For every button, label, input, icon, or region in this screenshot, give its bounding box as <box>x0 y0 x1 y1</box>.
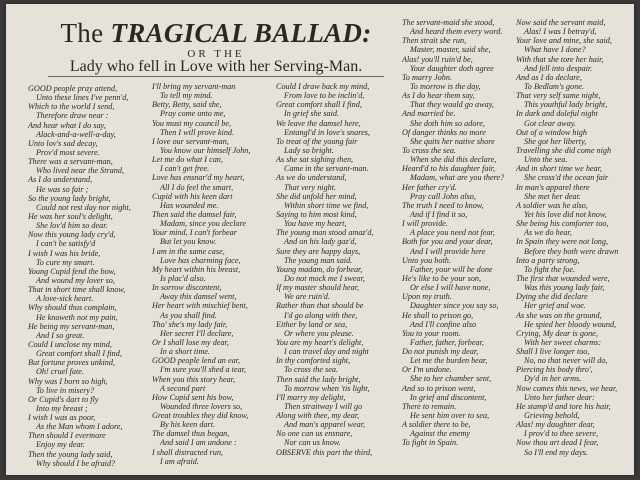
verse-column-3 <box>276 82 374 457</box>
verse-line: To live in misery? <box>36 385 95 395</box>
verse-line: Along with thee, my dear, <box>276 411 360 421</box>
verse-column-2 <box>152 82 250 466</box>
verse-line: We leave the damsel here, <box>276 118 361 128</box>
verse-line: And I so great. <box>36 330 85 340</box>
ballad-title <box>56 18 376 48</box>
verse-line: Could I draw back my mind, <box>276 82 370 91</box>
verse-line: Unto the sea. <box>524 155 568 165</box>
verse-line: To morrow is the day, <box>410 81 481 91</box>
verse-line: To morrow when 'tis light, <box>284 383 370 393</box>
verse-line: And heard them every word. <box>410 27 503 37</box>
verse-line: He's like to be your son, <box>402 273 482 283</box>
verse-line: And so to prison went, <box>402 383 476 393</box>
verse-line: She got her liberty, <box>524 136 587 146</box>
verse-line: Then said the lady bright, <box>276 374 361 384</box>
verse-line: This youthful lady bright, <box>524 100 608 110</box>
verse-line: So the young lady bright, <box>28 193 111 203</box>
verse-line: Against the enemy <box>410 429 471 439</box>
verse-line: And if I find it so, <box>410 209 468 219</box>
verse-line: Why was I born so high, <box>28 376 108 386</box>
verse-line: He spied her bloody wound, <box>524 319 617 329</box>
verse-line: Madam, what are you there? <box>410 173 505 183</box>
verse-line: Both for you and your dear, <box>402 237 493 247</box>
verse-line: Alas! you'll ruin'd be, <box>402 54 473 64</box>
verse-line: Crying, My dear is gone, <box>516 328 598 338</box>
verse-line: And as I do declare, <box>516 72 582 82</box>
verse-line: I'll marry my delight, <box>276 392 346 402</box>
verse-line: Oh! cruel fate. <box>36 367 84 377</box>
verse-line: As she was on the ground, <box>516 310 602 320</box>
verse-line: You must my council be, <box>152 118 232 128</box>
verse-line: Daughter since you say so, <box>410 301 499 311</box>
verse-line: Or I'm undone. <box>402 365 452 375</box>
verse-line: To treat of the young fair <box>276 136 358 146</box>
verse-line: A second part <box>160 383 206 393</box>
verse-line: A place you need not fear, <box>410 228 495 238</box>
verse-line: And on his lady gaz'd, <box>284 237 357 247</box>
verse-line: Away this damsel went, <box>160 292 237 302</box>
verse-line: The truth I need to know, <box>402 200 484 210</box>
verse-line: Father, father, forbear, <box>410 337 484 347</box>
verse-line: The young man stood amaz'd, <box>276 228 374 238</box>
verse-line: Was this young lady fair, <box>524 283 605 293</box>
verse-line: Travelling she did come nigh <box>516 145 612 155</box>
verse-line: I'd go along with thee, <box>284 310 358 320</box>
verse-line: She quits her native shore <box>410 136 495 146</box>
verse-line: I will provide. <box>402 219 448 229</box>
verse-line: Nor can us know. <box>284 438 341 448</box>
verse-line: He sent him over to sea, <box>410 411 490 421</box>
verse-line: That in short time shall know, <box>28 285 126 295</box>
verse-line: He was her soul's delight, <box>28 211 113 221</box>
verse-line: No one can us ensnare, <box>276 429 353 439</box>
title-the: The <box>60 18 104 48</box>
verse-line: My heart within his breast, <box>152 264 241 274</box>
verse-line: Alas! my daughter dear, <box>516 420 595 430</box>
verse-line: Let me the burden bear, <box>410 356 488 366</box>
verse-line: Young madam, do forbear, <box>276 264 363 274</box>
verse-line: Alack-and-a-well-a-day, <box>36 129 116 139</box>
verse-line: Cupid with his keen dart <box>152 191 233 201</box>
verse-line: To tell my mind. <box>160 91 213 101</box>
verse-line: Into a party strong, <box>516 255 580 265</box>
verse-line: I prov'd to thee severe, <box>524 429 599 439</box>
verse-line: Love has charming face, <box>160 255 241 265</box>
verse-line: And said I am undone : <box>160 438 237 448</box>
verse-line: She being his comforter too, <box>516 219 609 229</box>
verse-line: Your daughter doth agree <box>410 63 494 73</box>
verse-line: That very self same night, <box>516 91 601 101</box>
verse-line: GOOD people pray attend, <box>28 84 118 93</box>
verse-line: We are ruin'd. <box>284 292 330 302</box>
verse-line: Wounded three lovers so, <box>160 401 243 411</box>
verse-line: As she sat sighing then, <box>276 155 354 165</box>
verse-line: Either by land or sea, <box>276 319 348 329</box>
verse-line: When you this story hear, <box>152 374 236 384</box>
verse-line: When she did this declare, <box>410 155 497 165</box>
verse-line: Has wounded me. <box>160 200 219 210</box>
verse-line: She met her dear. <box>524 191 581 201</box>
verse-line: The servant-maid she stood, <box>402 18 495 27</box>
verse-line: Pray come unto me, <box>160 109 226 119</box>
verse-line: He was so fair ; <box>36 184 89 194</box>
verse-line: He shall to prison go, <box>402 310 474 320</box>
verse-line: I can't be satisfy'd <box>36 239 96 249</box>
verse-line: In dark and doleful night <box>516 109 598 119</box>
verse-line: A soldier was he also, <box>516 200 588 210</box>
verse-line: He being my servant-man, <box>28 321 115 331</box>
verse-line: In sorrow discontent, <box>152 283 222 293</box>
verse-line: The young man said. <box>284 255 353 265</box>
verse-line: Now thou art dead I fear, <box>516 438 599 448</box>
verse-line: How Cupid sent his bow, <box>152 392 234 402</box>
verse-line: Now said the servant maid, <box>516 18 606 27</box>
verse-line: Then I will prove kind. <box>160 127 235 137</box>
verse-line: Got clear away. <box>524 118 577 128</box>
verse-line: The damsel thus began, <box>152 429 230 439</box>
verse-line: Then straitway I will go <box>284 401 363 411</box>
verse-line: But fortune proves unkind, <box>28 358 116 368</box>
verse-line: A love-sick heart. <box>36 294 94 304</box>
verse-line: As we do understand, <box>276 173 347 183</box>
verse-line: Saying to him most kind, <box>276 209 357 219</box>
verse-line: Unto these lines I've penn'd, <box>36 93 129 103</box>
verse-line: And married be. <box>402 109 456 119</box>
verse-line: Unto you both. <box>402 255 451 265</box>
verse-line: Or Cupid's dart to fly <box>28 394 99 404</box>
verse-line: Betty, Betty, said she, <box>152 100 222 110</box>
verse-line: Or I shall lose my dear, <box>152 337 229 347</box>
verse-line: Her father cry'd. <box>402 182 457 192</box>
verse-line: Her grief and woe. <box>524 301 586 311</box>
verse-line: To marry John. <box>402 72 452 82</box>
verse-line: Which to the world I send, <box>28 102 115 112</box>
verse-line: In Spain they were not long, <box>516 237 609 247</box>
verse-line: To cross the sea. <box>284 365 338 375</box>
verse-line: With that she tore her hair, <box>516 54 604 64</box>
verse-line: OBSERVE this part the third, <box>276 447 373 457</box>
verse-line: There was a servant-man, <box>28 157 113 167</box>
verse-line: I'm sure you'll shed a tear, <box>160 365 246 375</box>
verse-line: Heard'd to his daughter fair, <box>402 164 496 174</box>
verse-line: Love has ensnar'd my heart, <box>152 173 245 183</box>
verse-line: As the Man whom I adore, <box>36 422 123 432</box>
verse-line: Is plac'd also. <box>160 273 206 283</box>
verse-line: I wish I was as poor, <box>28 413 96 423</box>
verse-line: In grief she said. <box>284 109 340 119</box>
verse-line: Let me do what I can, <box>152 155 223 165</box>
verse-line: Her heart with mischief bent, <box>152 301 248 311</box>
verse-line: Came in the servant-man. <box>284 164 369 174</box>
verse-line: You have my heart, <box>284 219 347 229</box>
verse-line: I love our servant-man, <box>152 136 229 146</box>
verse-column-1 <box>28 84 131 468</box>
verse-line: Unto lov's sad decay, <box>28 138 98 148</box>
verse-line: Her secret I'll declare, <box>160 328 234 338</box>
title-main: TRAGICAL BALLAD: <box>110 18 372 48</box>
verse-line: Your mind, I can't forbear <box>152 228 237 238</box>
verse-line: What have I done? <box>524 45 586 55</box>
verse-line: As I do understand, <box>28 175 93 185</box>
verse-line: Lady so bright. <box>284 145 334 155</box>
verse-line: Great comfort shall I find, <box>36 349 122 359</box>
verse-line: Who lived near the Strand, <box>36 166 124 176</box>
verse-line: Into my breast ; <box>36 403 88 413</box>
verse-line: Upon my truth. <box>402 292 452 302</box>
verse-line: Now comes this news, we hear, <box>516 383 618 393</box>
verse-line: To fight in Spain. <box>402 438 459 448</box>
verse-line: And I'll confine also <box>410 319 477 329</box>
verse-line: Young Cupid fend the bow, <box>28 266 116 276</box>
verse-line: In thy comforted sight, <box>276 356 351 366</box>
verse-line: Why should thus complain, <box>28 303 117 313</box>
verse-line: I am afraid. <box>160 456 199 466</box>
verse-line: So I'll end my days. <box>524 447 588 457</box>
verse-line: You are my heart's delight, <box>276 337 364 347</box>
verse-line: To Bedlam's gone. <box>524 81 584 91</box>
verse-line: Or else I will have none, <box>410 283 491 293</box>
verse-line: I can't get free. <box>160 164 210 174</box>
verse-line: Enjoy my dear. <box>36 440 85 450</box>
verse-line: I can travel day and night <box>284 347 369 357</box>
verse-line: All I do feel the smart, <box>160 182 234 192</box>
verse-line: Dying she did declare <box>516 292 588 302</box>
verse-line: Tho' she's my lady fair, <box>152 319 228 329</box>
verse-line: To cure my smart. <box>36 257 95 267</box>
verse-line: She to her chamber sent, <box>410 374 492 384</box>
verse-line: To cross the sea. <box>402 145 456 155</box>
verse-line: With her sweet charms: <box>524 337 602 347</box>
verse-line: No, no that never will do, <box>524 356 608 366</box>
verse-line: Then the young lady said, <box>28 449 113 459</box>
verse-line: Of danger thinks no more <box>402 127 486 137</box>
verse-line: And wound my lover so, <box>36 275 115 285</box>
verse-line: By his keen dart. <box>160 420 216 430</box>
verse-line: Before they both were drawn <box>524 246 619 256</box>
verse-line: She did unfold her mind, <box>276 191 357 201</box>
verse-line: And in short time we hear, <box>516 164 602 174</box>
verse-line: In a short time. <box>160 347 211 357</box>
verse-line: Shall I live longer too, <box>516 347 590 357</box>
verse-line: Alas! I was I betray'd, <box>524 27 597 37</box>
verse-line: And man's apparel wear, <box>284 420 366 430</box>
verse-line: Then should I evermore <box>28 431 106 441</box>
verse-line: GOOD people lend an ear, <box>152 356 240 366</box>
verse-line: That they would go away, <box>410 100 494 110</box>
verse-column-4 <box>402 18 504 448</box>
verse-line: You know our himself John, <box>160 145 251 155</box>
verse-line: I wish I was his bride, <box>28 248 101 258</box>
verse-line: In man's apparel there <box>516 182 590 192</box>
verse-line: Great troubles they did know, <box>152 411 249 421</box>
verse-line: She cross'd the ocean fair <box>524 173 609 183</box>
verse-line: And I will provide here <box>410 246 486 256</box>
verse-line: I'll bring my servant-man <box>152 82 236 91</box>
verse-line: If my master should hear, <box>276 283 360 293</box>
verse-line: She doth him so adore, <box>410 118 485 128</box>
verse-line: Father, your will be done <box>410 264 493 274</box>
verse-line: In grief and discontent, <box>410 392 487 402</box>
verse-line: She lov'd him so dear. <box>36 221 108 231</box>
verse-line: That very night. <box>284 182 337 192</box>
verse-line: But let you know. <box>160 237 217 247</box>
verse-line: A soldier there to be, <box>402 420 471 430</box>
verse-line: Rather than that should be <box>276 301 364 311</box>
verse-line: Or where you please. <box>284 328 354 338</box>
verse-line: Prov'd most severe. <box>36 147 100 157</box>
verse-line: Great comfort shall I find, <box>276 100 362 110</box>
verse-line: And fell into despair. <box>524 63 593 73</box>
verse-line: Why should I be afraid? <box>36 458 116 468</box>
verse-line: Entangl'd in love's snares, <box>284 127 370 137</box>
verse-line: I am in the same case, <box>152 246 225 256</box>
verse-line: Yet his love did not know, <box>524 209 607 219</box>
verse-line: Do not mock me I swear, <box>284 273 365 283</box>
verse-line: Then said the damsel fair, <box>152 209 237 219</box>
verse-line: Then strait she run, <box>402 36 467 46</box>
verse-line: To fight the foe. <box>524 264 576 274</box>
title-rule <box>48 76 384 77</box>
verse-line: I shall distracted run, <box>152 447 223 457</box>
verse-line: Master, master, said she, <box>410 45 491 55</box>
verse-line: He stamp'd and tore his hair, <box>516 401 611 411</box>
verse-column-5 <box>516 18 618 457</box>
verse-line: As we do hear, <box>524 228 572 238</box>
ballad-subtitle: Lady who fell in Love with her Serving-Man. <box>69 58 363 75</box>
verse-line: Therefore draw near : <box>36 111 109 121</box>
verse-line: Unto her father dear: <box>524 392 595 402</box>
verse-line: Pray call John also, <box>410 191 476 201</box>
verse-line: Do not punish my dear, <box>402 347 479 357</box>
verse-line: Now this young lady cry'd, <box>28 230 116 240</box>
or-the-line: OR THE <box>187 48 245 60</box>
broadside-sheet <box>6 4 634 475</box>
verse-line: Sure they are happy days, <box>276 246 361 256</box>
verse-line: The first that wounded were, <box>516 273 610 283</box>
verse-line: Piercing his body thro', <box>516 365 593 375</box>
verse-line: There to remain. <box>402 401 457 411</box>
verse-line: Out of a window high <box>516 127 587 137</box>
verse-line: Dy'd in her arms. <box>524 374 582 384</box>
verse-line: And hear what I do say, <box>28 120 106 130</box>
verse-line: As you shall find. <box>160 310 217 320</box>
verse-line: Your love and mine, she said, <box>516 36 612 46</box>
verse-line: He knoweth not my pain, <box>36 312 118 322</box>
verse-line: As I do hear them say, <box>402 91 475 101</box>
verse-line: Madam, since you declare <box>160 219 247 229</box>
verse-line: From love to be inclin'd, <box>284 91 365 101</box>
verse-line: Grieving behold, <box>524 411 580 421</box>
verse-line: Could not rest day nor night, <box>36 202 131 212</box>
verse-line: Could I unclose my mind, <box>28 339 112 349</box>
verse-line: You to your room. <box>402 328 461 338</box>
verse-line: Within short time we find, <box>284 200 369 210</box>
